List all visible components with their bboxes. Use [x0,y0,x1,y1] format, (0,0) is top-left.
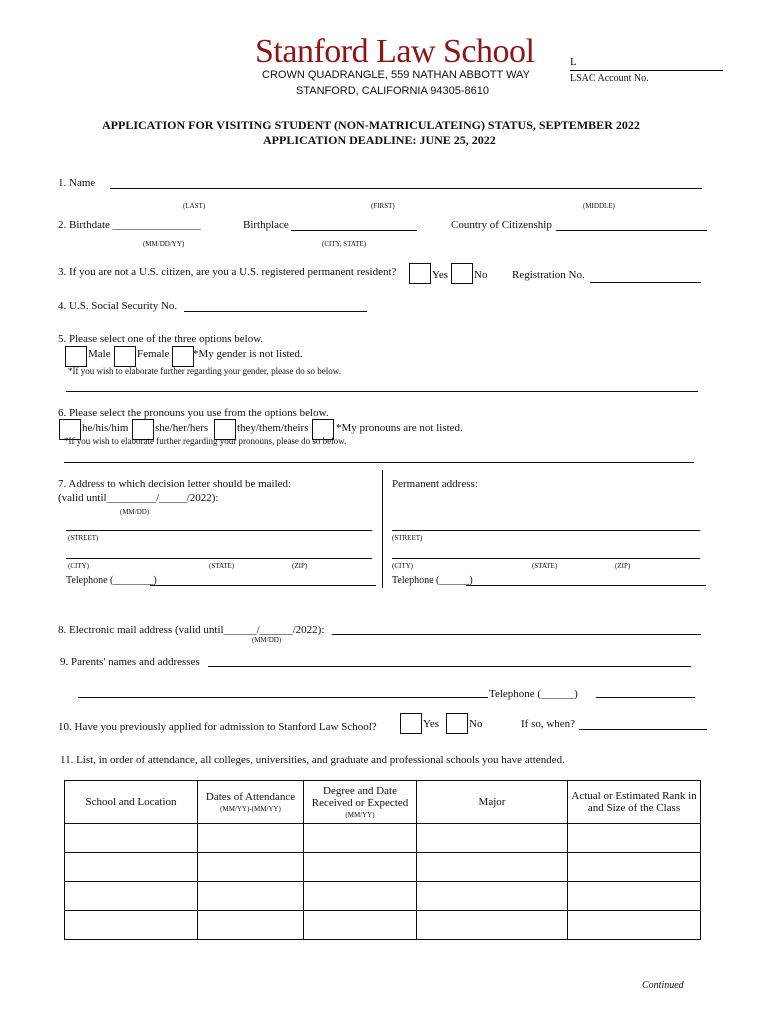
parents-label: 9. Parents' names and addresses [60,656,200,668]
parents-field-1[interactable] [208,666,691,667]
table-cell[interactable] [65,882,198,911]
ssn-field[interactable] [184,311,367,312]
table-cell[interactable] [417,882,568,911]
permanent-state-hint: (STATE) [532,562,558,570]
table-cell[interactable] [417,911,568,940]
gender-female-checkbox[interactable] [114,346,136,367]
mailing-address-label: 7. Address to which decision letter should be mailed: [58,478,292,490]
pronoun-other-label: *My pronouns are not listed. [336,422,463,434]
birthplace-hint: (CITY, STATE) [322,240,367,248]
email-field[interactable] [332,634,701,635]
table-cell[interactable] [568,882,701,911]
table-cell[interactable] [65,824,198,853]
table-cell[interactable] [304,824,417,853]
registration-field[interactable] [590,282,701,283]
table-cell[interactable] [568,824,701,853]
lsac-label: LSAC Account No. [570,73,649,84]
lsac-account-field[interactable] [570,70,723,71]
form-deadline: APPLICATION DEADLINE: JUNE 25, 2022 [263,133,496,147]
name-first-hint: (FIRST) [371,202,395,210]
table-cell[interactable] [304,882,417,911]
gender-male-label: Male [88,348,111,360]
mailing-telephone-field[interactable] [150,585,376,586]
permanent-telephone-label: Telephone (______) [392,575,473,586]
schools-table [64,780,701,940]
if-so-when-label: If so, when? [521,718,576,730]
registration-label: Registration No. [512,269,585,281]
mailing-street-field[interactable] [66,530,372,531]
citizenship-label: Country of Citizenship [451,219,552,231]
col-rank-size: Actual or Estimated Rank in and Size of the Class [568,781,701,824]
table-cell[interactable] [568,853,701,882]
table-row [65,853,701,882]
table-cell[interactable] [65,853,198,882]
logo-text: Stanford Law School [255,33,535,70]
if-so-when-field[interactable] [579,729,707,730]
permanent-zip-hint: (ZIP) [615,562,631,570]
form-title: APPLICATION FOR VISITING STUDENT (NON-MATRICULATEING) STATUS, SEPTEMBER 2022 [102,118,640,132]
permanent-resident-question: 3. If you are not a U.S. citizen, are you a U.S. registered permanent resident? [58,266,397,278]
col-dates-attendance: Dates of Attendance (MM/YY)-(MM/YY) [198,781,304,824]
pronoun-they-label: they/them/theirs [237,422,309,434]
gender-male-checkbox[interactable] [65,346,87,367]
table-row [65,911,701,940]
col-major: Major [417,781,568,824]
parents-telephone-field[interactable] [596,697,695,698]
col-school-location: School and Location [65,781,198,824]
email-label: 8. Electronic mail address (valid until______/______/2022): [58,624,325,636]
previous-yes-checkbox[interactable] [400,713,422,734]
address-line-2: STANFORD, CALIFORNIA 94305-8610 [296,85,489,97]
table-row [65,882,701,911]
col-degree-date: Degree and Date Received or Expected (MM/YY) [304,781,417,824]
permanent-address-label: Permanent address: [392,478,478,490]
citizenship-field[interactable] [556,230,707,231]
table-row [65,824,701,853]
gender-other-checkbox[interactable] [172,346,194,367]
parents-field-2[interactable] [78,697,488,698]
resident-yes-checkbox[interactable] [409,263,431,284]
birthplace-field[interactable] [291,230,417,231]
table-cell[interactable] [417,824,568,853]
permanent-city-field[interactable] [392,558,700,559]
table-cell[interactable] [304,911,417,940]
gender-female-label: Female [137,348,170,360]
continued-note: Continued [642,980,684,991]
previous-yes-label: Yes [423,718,440,730]
address-column-divider [382,470,383,588]
previous-no-checkbox[interactable] [446,713,468,734]
permanent-street-hint: (STREET) [392,534,423,542]
name-label: 1. Name [58,177,96,189]
table-cell[interactable] [568,911,701,940]
pronouns-note: *If you wish to elaborate further regarding your pronouns, please do so below. [64,436,347,446]
table-cell[interactable] [417,853,568,882]
ssn-label: 4. U.S. Social Security No. [58,300,178,312]
table-cell[interactable] [304,853,417,882]
previous-no-label: No [469,718,483,730]
table-cell[interactable] [198,911,304,940]
birthdate-hint: (MM/DD/YY) [143,240,185,248]
mailing-city-field[interactable] [66,558,372,559]
resident-yes-label: Yes [432,269,449,281]
pronoun-he-label: he/his/him [82,422,129,434]
resident-no-label: No [474,269,488,281]
birthplace-label: Birthplace [243,219,289,231]
gender-note: *If you wish to elaborate further regarding your gender, please do so below. [68,366,341,376]
mailing-street-hint: (STREET) [68,534,99,542]
gender-question: 5. Please select one of the three options below. [58,333,264,345]
permanent-telephone-field[interactable] [466,585,706,586]
name-middle-hint: (MIDDLE) [583,202,615,210]
gender-elaboration-field[interactable] [66,391,698,392]
mailing-valid-until: (valid until_________/_____/2022): [58,492,219,504]
name-last-hint: (LAST) [183,202,206,210]
mailing-city-hint: (CITY) [68,562,89,570]
table-cell[interactable] [198,882,304,911]
name-field[interactable] [110,188,702,189]
mailing-zip-hint: (ZIP) [292,562,308,570]
pronouns-question: 6. Please select the pronouns you use from the options below. [58,407,329,419]
gender-other-label: *My gender is not listed. [193,348,303,360]
address-line-1: CROWN QUADRANGLE, 559 NATHAN ABBOTT WAY [262,69,530,81]
schools-table-header [65,781,701,824]
table-cell[interactable] [198,824,304,853]
lsac-prefix: L [570,56,577,68]
pronouns-elaboration-field[interactable] [64,462,694,463]
parents-telephone-label: Telephone (______) [489,688,578,700]
previous-application-question: 10. Have you previously applied for admission to Stanford Law School? [58,721,377,733]
mailing-mmdd-hint: (MM/DD) [120,508,150,516]
pronoun-she-label: she/her/hers [155,422,209,434]
email-mmdd-hint: (MM/DD) [252,636,282,644]
permanent-street-field[interactable] [392,530,700,531]
mailing-state-hint: (STATE) [209,562,235,570]
schools-attended-label: 11. List, in order of attendance, all colleges, universities, and graduate and professional schools you have attended. [60,754,565,766]
permanent-city-hint: (CITY) [392,562,413,570]
stanford-law-school-logo [255,33,534,71]
table-cell[interactable] [198,853,304,882]
mailing-telephone-label: Telephone (________) [66,575,157,586]
table-cell[interactable] [65,911,198,940]
birthdate-label: 2. Birthdate ________________ [58,219,201,231]
resident-no-checkbox[interactable] [451,263,473,284]
